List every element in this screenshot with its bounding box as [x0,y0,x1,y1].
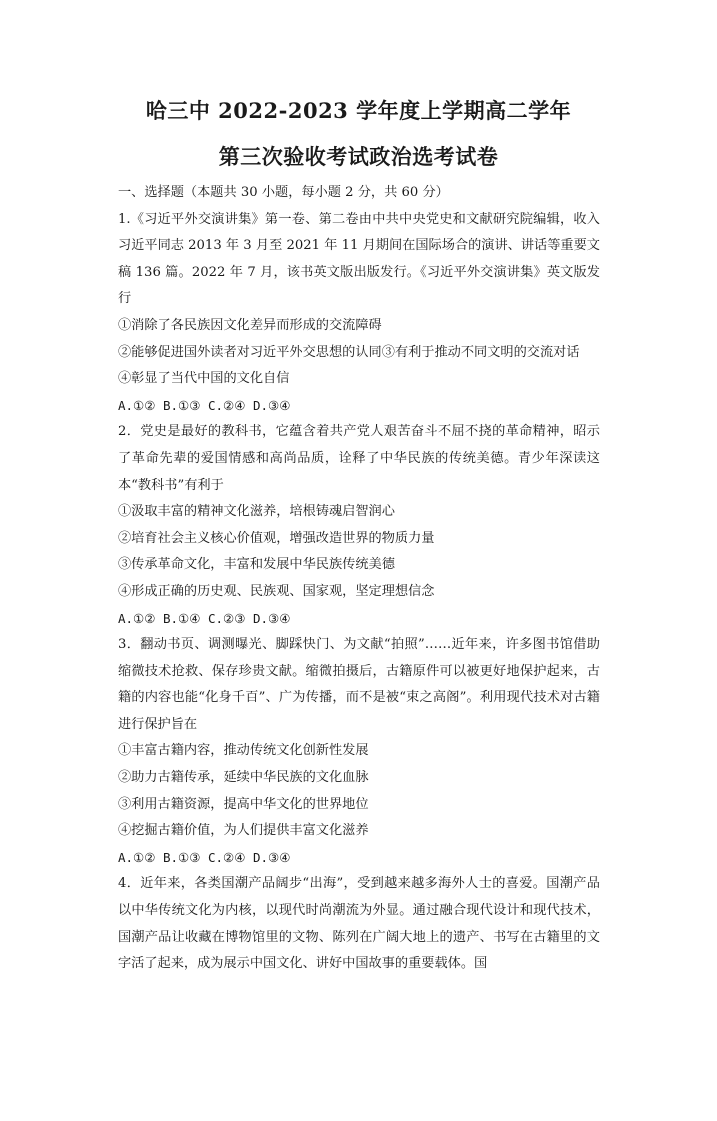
question-stem: 4．近年来，各类国潮产品阔步“出海”，受到越来越多海外人士的喜爱。国潮产品以中华传统文化为内核，以现代时尚潮流为外显。通过融合现代设计和现代技术，国潮产品让收藏在博物馆里的文物、陈列在广阔大地上的遗产、书写在古籍里的文字活了起来，成为展示中国文化、讲好中国故事的重要载体。国 [118,876,600,972]
question-stem: 3．翻动书页、调测曝光、脚踩快门、为文献“拍照”……近年来，许多图书馆借助缩微技术抢救、保存珍贵文献。缩微拍摄后，古籍原件可以被更好地保护起来，古籍的内容也能“化身千百”、广为传播，而不是被“束之高阁”。利用现代技术对古籍进行保护旨在 [118,637,600,732]
exam-content [118,180,600,978]
option-line: ②培育社会主义核心价值观，增强改造世界的物质力量 [118,530,435,546]
option-line: ④挖掘古籍价值，为人们提供丰富文化滋养 [118,823,369,839]
option-line: ①消除了各民族因文化差异而形成的交流障碍 [118,317,382,333]
answer-choices: A.①② B.①③ C.②④ D.③④ [118,849,291,865]
exam-title: 哈三中 2022-2023 学年度上学期高二学年 [145,98,572,123]
exam-subtitle: 第三次验收考试政治选考试卷 [218,144,499,169]
question-stem: 1.《习近平外交演讲集》第一卷、第二卷由中共中央党史和文献研究院编辑，收入习近平同志 2013 年 3 月至 2021 年 11 月期间在国际场合的演讲、讲话等重要文稿 136 篇。2022 年 7 月，该书英文版出版发行。《习近平外交演讲集》英文版发行 [118,211,600,307]
option-line: ③利用古籍资源，提高中华文化的世界地位 [118,796,369,812]
answer-choices: A.①② B.①③ C.②④ D.③④ [118,397,291,413]
option-line: ①汲取丰富的精神文化滋养，培根铸魂启智润心 [118,504,395,520]
answer-choices: A.①② B.①④ C.②③ D.③④ [118,610,291,626]
option-line: ②助力古籍传承，延续中华民族的文化血脉 [118,770,369,786]
section-heading: 一、选择题（本题共 30 小题，每小题 2 分，共 60 分） [118,185,449,200]
question-4 [118,871,600,977]
option-line: ③传承革命文化，丰富和发展中华民族传统美德 [118,557,395,573]
option-line: ①丰富古籍内容，推动传统文化创新性发展 [118,743,369,759]
question-2 [118,419,600,632]
question-3 [118,632,600,871]
option-line: ④彰显了当代中国的文化自信 [118,371,290,387]
option-line: ②能够促进国外读者对习近平外交思想的认同③有利于推动不同文明的交流对话 [118,344,580,360]
question-stem: 2．党史是最好的教科书，它蕴含着共产党人艰苦奋斗不屈不挠的革命精神，昭示了革命先辈的爱国情感和高尚品质，诠释了中华民族的传统美德。青少年深读这本“教科书”有利于 [118,424,600,493]
question-1 [118,207,600,420]
option-line: ④形成正确的历史观、民族观、国家观，坚定理想信念 [118,583,435,599]
